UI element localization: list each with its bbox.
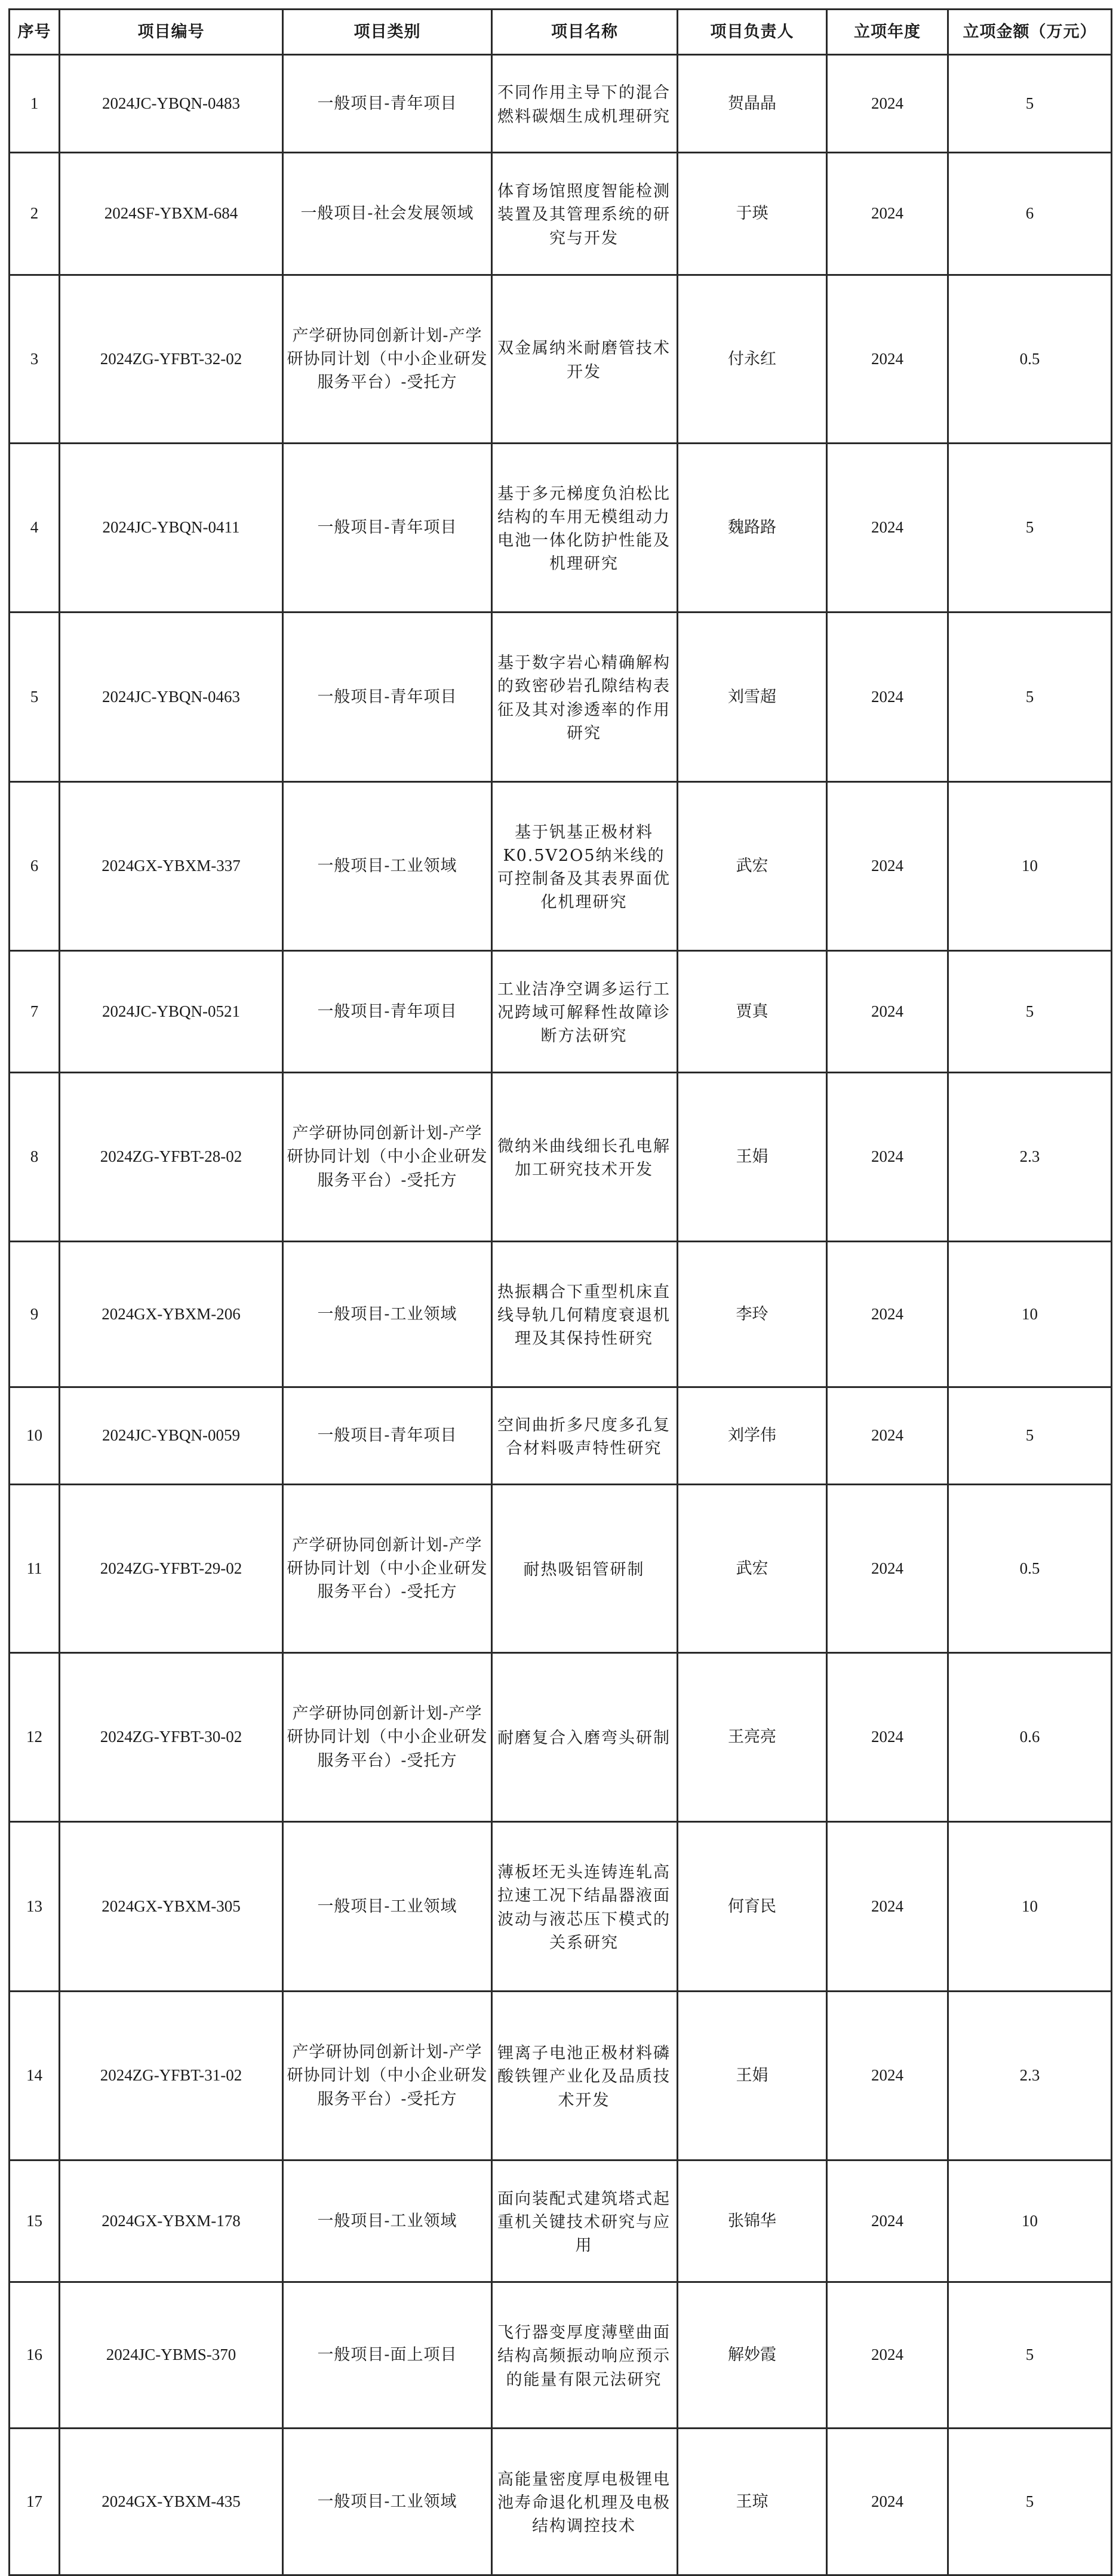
cell-leader: 王娟: [678, 1992, 827, 2160]
cell-code: 2024ZG-YFBT-30-02: [60, 1653, 283, 1822]
cell-name: 热振耦合下重型机床直线导轨几何精度衰退机理及其保持性研究: [492, 1242, 678, 1387]
cell-leader: 王娟: [678, 1073, 827, 1242]
cell-amount: 5: [948, 444, 1112, 613]
table-header-row: [10, 10, 1112, 55]
table-row: [10, 2429, 1112, 2575]
header-no: 序号: [10, 10, 60, 55]
cell-no: 16: [10, 2282, 60, 2429]
cell-year: 2024: [827, 2429, 948, 2575]
cell-code: 2024SF-YBXM-684: [60, 153, 283, 275]
cell-no: 14: [10, 1992, 60, 2160]
table-row: [10, 1653, 1112, 1822]
cell-code: 2024GX-YBXM-178: [60, 2160, 283, 2282]
cell-name: 体育场馆照度智能检测装置及其管理系统的研究与开发: [492, 153, 678, 275]
cell-year: 2024: [827, 1387, 948, 1485]
cell-name: 双金属纳米耐磨管技术开发: [492, 275, 678, 444]
cell-leader: 贺晶晶: [678, 55, 827, 153]
cell-amount: 0.6: [948, 1653, 1112, 1822]
cell-category: 一般项目-青年项目: [283, 1387, 492, 1485]
cell-name: 耐热吸铝管研制: [492, 1485, 678, 1653]
cell-code: 2024GX-YBXM-206: [60, 1242, 283, 1387]
cell-category: 一般项目-工业领域: [283, 782, 492, 951]
cell-code: 2024ZG-YFBT-29-02: [60, 1485, 283, 1653]
cell-name: 面向装配式建筑塔式起重机关键技术研究与应用: [492, 2160, 678, 2282]
cell-code: 2024JC-YBQN-0483: [60, 55, 283, 153]
cell-code: 2024GX-YBXM-337: [60, 782, 283, 951]
cell-year: 2024: [827, 1822, 948, 1992]
cell-no: 5: [10, 613, 60, 782]
cell-leader: 魏路路: [678, 444, 827, 613]
cell-amount: 10: [948, 2160, 1112, 2282]
cell-leader: 王琼: [678, 2429, 827, 2575]
cell-leader: 付永红: [678, 275, 827, 444]
cell-year: 2024: [827, 2160, 948, 2282]
cell-no: 3: [10, 275, 60, 444]
cell-category: 一般项目-青年项目: [283, 55, 492, 153]
cell-no: 10: [10, 1387, 60, 1485]
cell-name: 薄板坯无头连铸连轧高拉速工况下结晶器液面波动与液芯压下模式的关系研究: [492, 1822, 678, 1992]
cell-code: 2024JC-YBQN-0463: [60, 613, 283, 782]
table-row: [10, 153, 1112, 275]
cell-leader: 武宏: [678, 1485, 827, 1653]
cell-amount: 10: [948, 782, 1112, 951]
cell-code: 2024JC-YBQN-0059: [60, 1387, 283, 1485]
cell-category: 产学研协同创新计划-产学研协同计划（中小企业研发服务平台）-受托方: [283, 1073, 492, 1242]
cell-year: 2024: [827, 613, 948, 782]
cell-name: 微纳米曲线细长孔电解加工研究技术开发: [492, 1073, 678, 1242]
cell-amount: 10: [948, 1822, 1112, 1992]
cell-amount: 0.5: [948, 1485, 1112, 1653]
cell-code: 2024JC-YBQN-0411: [60, 444, 283, 613]
cell-year: 2024: [827, 1485, 948, 1653]
cell-leader: 张锦华: [678, 2160, 827, 2282]
cell-leader: 王亮亮: [678, 1653, 827, 1822]
cell-leader: 贾真: [678, 951, 827, 1073]
cell-category: 一般项目-青年项目: [283, 951, 492, 1073]
cell-category: 产学研协同创新计划-产学研协同计划（中小企业研发服务平台）-受托方: [283, 1992, 492, 2160]
cell-code: 2024JC-YBMS-370: [60, 2282, 283, 2429]
cell-amount: 5: [948, 1387, 1112, 1485]
header-name: 项目名称: [492, 10, 678, 55]
cell-name: 锂离子电池正极材料磷酸铁锂产业化及品质技术开发: [492, 1992, 678, 2160]
cell-code: 2024ZG-YFBT-28-02: [60, 1073, 283, 1242]
cell-amount: 5: [948, 2282, 1112, 2429]
cell-category: 一般项目-工业领域: [283, 1242, 492, 1387]
cell-code: 2024ZG-YFBT-31-02: [60, 1992, 283, 2160]
cell-year: 2024: [827, 444, 948, 613]
table-row: [10, 1822, 1112, 1992]
cell-name: 空间曲折多尺度多孔复合材料吸声特性研究: [492, 1387, 678, 1485]
header-amount: 立项金额（万元）: [948, 10, 1112, 55]
cell-no: 4: [10, 444, 60, 613]
cell-year: 2024: [827, 2282, 948, 2429]
table-row: [10, 1242, 1112, 1387]
cell-code: 2024GX-YBXM-305: [60, 1822, 283, 1992]
table-row: [10, 2160, 1112, 2282]
header-category: 项目类别: [283, 10, 492, 55]
cell-leader: 解妙霞: [678, 2282, 827, 2429]
cell-name: 基于数字岩心精确解构的致密砂岩孔隙结构表征及其对渗透率的作用研究: [492, 613, 678, 782]
cell-no: 15: [10, 2160, 60, 2282]
cell-name: 基于钒基正极材料K0.5V2O5纳米线的可控制备及其表界面优化机理研究: [492, 782, 678, 951]
cell-amount: 0.5: [948, 275, 1112, 444]
cell-no: 17: [10, 2429, 60, 2575]
cell-no: 12: [10, 1653, 60, 1822]
cell-year: 2024: [827, 1653, 948, 1822]
table-row: [10, 613, 1112, 782]
cell-category: 产学研协同创新计划-产学研协同计划（中小企业研发服务平台）-受托方: [283, 275, 492, 444]
table-row: [10, 55, 1112, 153]
cell-no: 13: [10, 1822, 60, 1992]
cell-leader: 刘雪超: [678, 613, 827, 782]
cell-amount: 5: [948, 951, 1112, 1073]
project-table: [8, 8, 1112, 2576]
cell-no: 9: [10, 1242, 60, 1387]
cell-name: 不同作用主导下的混合燃料碳烟生成机理研究: [492, 55, 678, 153]
cell-year: 2024: [827, 1073, 948, 1242]
cell-year: 2024: [827, 1242, 948, 1387]
header-year: 立项年度: [827, 10, 948, 55]
cell-name: 飞行器变厚度薄壁曲面结构高频振动响应预示的能量有限元法研究: [492, 2282, 678, 2429]
cell-leader: 李玲: [678, 1242, 827, 1387]
cell-amount: 2.3: [948, 1992, 1112, 2160]
cell-amount: 2.3: [948, 1073, 1112, 1242]
cell-name: 耐磨复合入磨弯头研制: [492, 1653, 678, 1822]
cell-year: 2024: [827, 782, 948, 951]
cell-no: 6: [10, 782, 60, 951]
cell-category: 一般项目-社会发展领域: [283, 153, 492, 275]
cell-category: 一般项目-面上项目: [283, 2282, 492, 2429]
cell-leader: 刘学伟: [678, 1387, 827, 1485]
cell-leader: 何育民: [678, 1822, 827, 1992]
table-row: [10, 275, 1112, 444]
cell-category: 产学研协同创新计划-产学研协同计划（中小企业研发服务平台）-受托方: [283, 1653, 492, 1822]
cell-amount: 6: [948, 153, 1112, 275]
header-leader: 项目负责人: [678, 10, 827, 55]
cell-year: 2024: [827, 153, 948, 275]
table-row: [10, 1387, 1112, 1485]
cell-amount: 10: [948, 1242, 1112, 1387]
cell-no: 8: [10, 1073, 60, 1242]
cell-name: 基于多元梯度负泊松比结构的车用无模组动力电池一体化防护性能及机理研究: [492, 444, 678, 613]
table-row: [10, 2282, 1112, 2429]
cell-no: 2: [10, 153, 60, 275]
cell-category: 一般项目-工业领域: [283, 2160, 492, 2282]
table-row: [10, 1073, 1112, 1242]
header-code: 项目编号: [60, 10, 283, 55]
cell-category: 一般项目-青年项目: [283, 444, 492, 613]
cell-leader: 武宏: [678, 782, 827, 951]
table-row: [10, 1992, 1112, 2160]
table-row: [10, 1485, 1112, 1653]
cell-no: 1: [10, 55, 60, 153]
cell-name: 工业洁净空调多运行工况跨域可解释性故障诊断方法研究: [492, 951, 678, 1073]
table-row: [10, 444, 1112, 613]
cell-year: 2024: [827, 951, 948, 1073]
cell-code: 2024ZG-YFBT-32-02: [60, 275, 283, 444]
cell-year: 2024: [827, 275, 948, 444]
cell-category: 一般项目-工业领域: [283, 1822, 492, 1992]
cell-amount: 5: [948, 55, 1112, 153]
cell-name: 高能量密度厚电极锂电池寿命退化机理及电极结构调控技术: [492, 2429, 678, 2575]
cell-amount: 5: [948, 2429, 1112, 2575]
cell-year: 2024: [827, 55, 948, 153]
cell-code: 2024JC-YBQN-0521: [60, 951, 283, 1073]
cell-year: 2024: [827, 1992, 948, 2160]
table-row: [10, 782, 1112, 951]
cell-code: 2024GX-YBXM-435: [60, 2429, 283, 2575]
cell-no: 7: [10, 951, 60, 1073]
cell-no: 11: [10, 1485, 60, 1653]
cell-leader: 于瑛: [678, 153, 827, 275]
cell-category: 一般项目-青年项目: [283, 613, 492, 782]
cell-category: 一般项目-工业领域: [283, 2429, 492, 2575]
cell-category: 产学研协同创新计划-产学研协同计划（中小企业研发服务平台）-受托方: [283, 1485, 492, 1653]
cell-amount: 5: [948, 613, 1112, 782]
table-row: [10, 951, 1112, 1073]
